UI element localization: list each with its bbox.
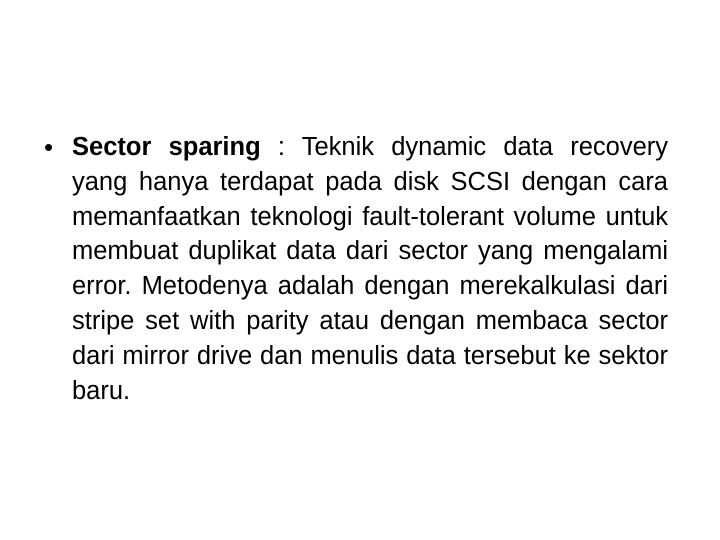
bullet-separator: :	[260, 133, 302, 161]
bullet-body: Teknik dynamic data recovery yang hanya terdapat pada disk SCSI dengan cara memanfaatkan teknologi fault-tolerant volume untuk membuat duplikat data dari sector yang mengalami error. Metodenya adalah dengan merekalkulasi dari stripe set with parity atau dengan membaca sector dari mirror drive dan menulis data tersebut ke sektor baru.	[72, 133, 668, 405]
bullet-term: Sector sparing	[72, 133, 261, 161]
bullet-item	[44, 130, 668, 408]
bullet-marker: •	[44, 132, 54, 162]
bullet-text	[72, 130, 668, 408]
